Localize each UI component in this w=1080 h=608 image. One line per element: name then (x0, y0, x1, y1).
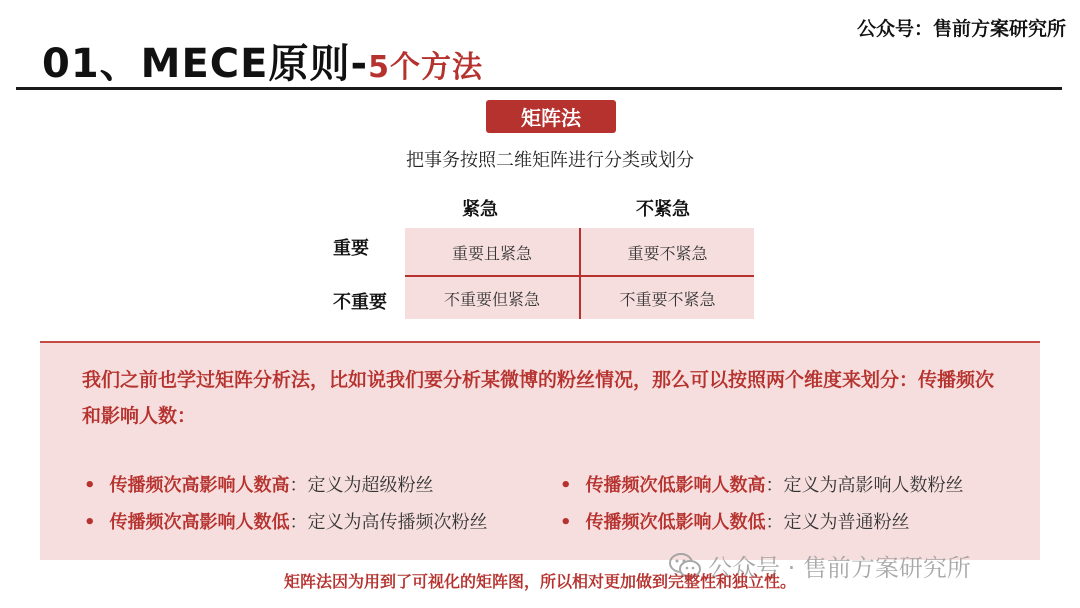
bullet-value: ：定义为普通粉丝 (765, 512, 910, 533)
bullet-key: 传播频次高影响人数高 (109, 475, 290, 496)
matrix-divider-horizontal (405, 275, 754, 277)
list-item (560, 508, 910, 534)
list-item (84, 508, 488, 534)
bullet-value: ：定义为高传播频次粉丝 (289, 512, 488, 533)
bullet-key: 传播频次高影响人数低 (109, 512, 290, 533)
row-header-not-important: 不重要 (333, 292, 387, 313)
bullet-key: 传播频次低影响人数低 (585, 512, 766, 533)
bullet-dot: • (560, 512, 572, 533)
title-dash: - (350, 41, 369, 87)
bullet-dot: • (84, 475, 96, 496)
title-sub: 5个方法 (368, 50, 483, 85)
panel-intro: 我们之前也学过矩阵分析法，比如说我们要分析某微博的粉丝情况，那么可以按照两个维度来划分：传播频次和影响人数： (82, 369, 995, 427)
method-badge: 矩阵法 (486, 100, 616, 133)
matrix-cell: 不重要不紧急 (619, 289, 716, 309)
matrix-cell: 不重要但紧急 (443, 289, 540, 309)
list-item (84, 471, 434, 497)
row-header-important: 重要 (333, 238, 369, 259)
watermark-text: 公众号 · 售前方案研究所 (708, 554, 971, 582)
list-item (560, 471, 964, 497)
brand-top: 公众号：售前方案研究所 (856, 18, 1066, 40)
footer-note: 矩阵法因为用到了可视化的矩阵图，所以相对更加做到完整性和独立性。 (283, 572, 796, 591)
title-divider (16, 87, 1062, 90)
bullet-dot: • (560, 475, 572, 496)
title-main: 01、MECE原则 (42, 41, 351, 87)
bullet-dot: • (84, 512, 96, 533)
matrix-divider-vertical (579, 228, 581, 319)
col-header-not-urgent: 不紧急 (636, 199, 690, 220)
matrix-cell: 重要且紧急 (451, 244, 532, 263)
bullet-value: ：定义为高影响人数粉丝 (765, 475, 964, 496)
bullet-value: ：定义为超级粉丝 (289, 475, 434, 496)
bullet-key: 传播频次低影响人数高 (585, 475, 766, 496)
matrix-cell: 重要不紧急 (627, 244, 708, 263)
page-title (42, 32, 483, 89)
method-description: 把事务按照二维矩阵进行分类或划分 (406, 150, 694, 171)
col-header-urgent: 紧急 (462, 199, 498, 220)
